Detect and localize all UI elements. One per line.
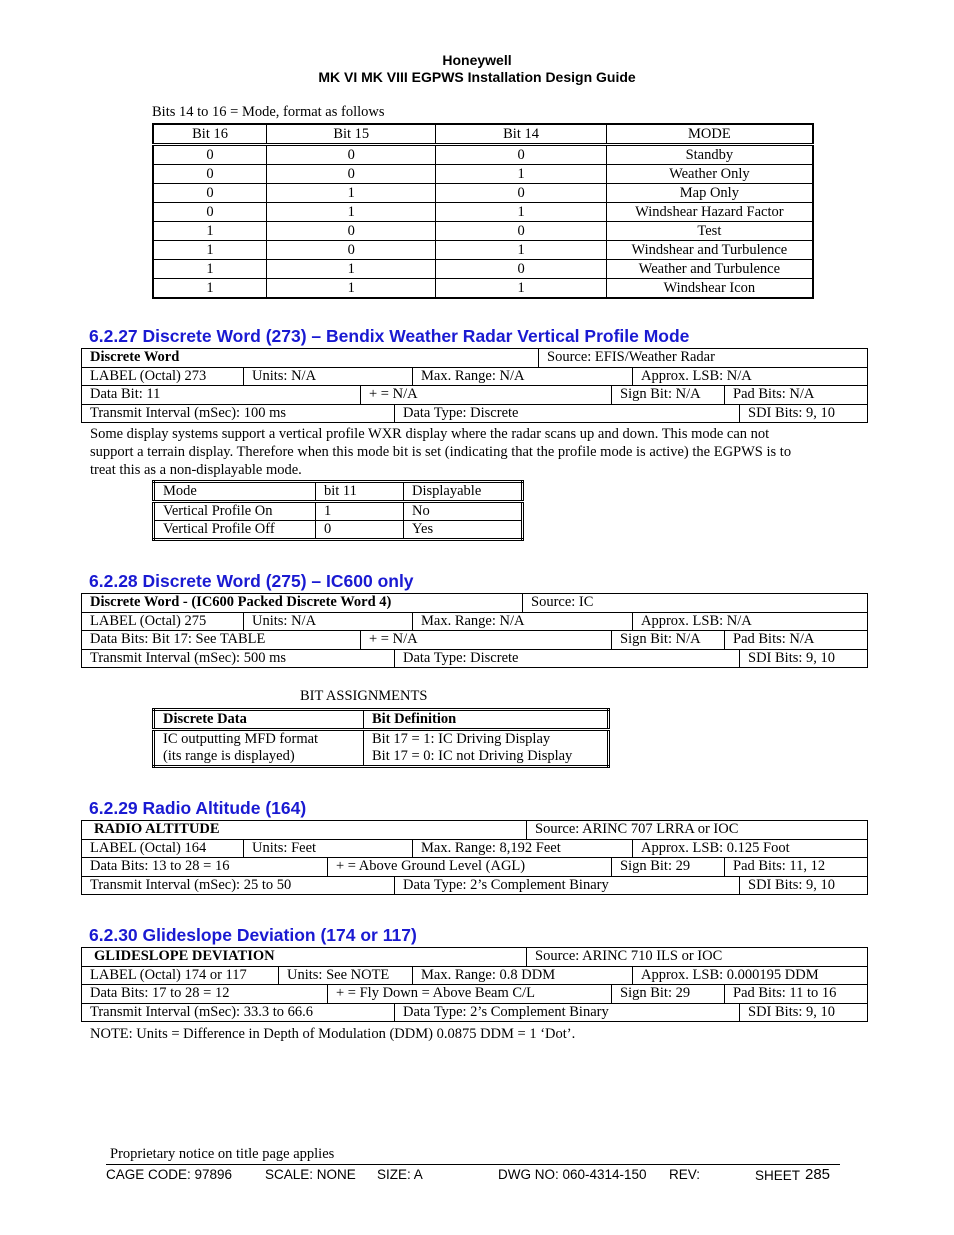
spec-data-bits: Data Bits: Bit 17: See TABLE xyxy=(82,631,361,649)
table-row xyxy=(153,241,813,260)
spec-data-type: Data Type: 2’s Complement Binary xyxy=(395,1004,740,1022)
section-heading-6-2-29: 6.2.29 Radio Altitude (164) xyxy=(89,798,307,818)
table-cell: 1 xyxy=(153,279,267,299)
table-cell: Windshear Hazard Factor xyxy=(606,203,813,222)
header-cell: Mode xyxy=(154,482,316,502)
sheet-number: 285 xyxy=(805,1166,831,1183)
table-cell: Vertical Profile On xyxy=(154,502,316,521)
spec-sign-bit: Sign Bit: 29 xyxy=(612,985,725,1003)
spec-sdi: SDI Bits: 9, 10 xyxy=(748,1003,836,1020)
spec-max-range: Max. Range: 8,192 Feet xyxy=(413,840,633,858)
sheet-label: SHEET xyxy=(755,1168,801,1183)
table-cell: 0 xyxy=(153,203,267,222)
spec-units: Units: N/A xyxy=(244,613,413,631)
table-cell: 0 xyxy=(436,260,606,279)
spec-plus: + = Fly Down = Above Beam C/L xyxy=(328,985,612,1003)
table-cell: 1 xyxy=(153,222,267,241)
company-name: Honeywell xyxy=(442,52,512,68)
mode-table xyxy=(152,123,814,299)
spec-data-bits: Data Bits: 17 to 28 = 12 xyxy=(82,985,328,1003)
table-row xyxy=(153,184,813,203)
document-title: MK VI MK VIII EGPWS Installation Design Guide xyxy=(318,69,636,85)
spec-sign-bit: Sign Bit: N/A xyxy=(612,386,725,404)
header-cell: Bit 16 xyxy=(153,124,267,145)
spec-units: Units: Feet xyxy=(244,840,413,858)
table-cell: 1 xyxy=(267,279,436,299)
table-cell: Windshear and Turbulence xyxy=(606,241,813,260)
table-row xyxy=(153,260,813,279)
table-cell: 1 xyxy=(267,184,436,203)
section-heading-6-2-28: 6.2.28 Discrete Word (275) – IC600 only xyxy=(89,571,414,591)
revision: REV: xyxy=(669,1167,701,1182)
table-cell: Vertical Profile Off xyxy=(154,521,316,540)
table-cell: 1 xyxy=(436,279,606,299)
table-row xyxy=(154,502,523,521)
table-cell: 0 xyxy=(267,222,436,241)
paragraph-line: support a terrain display. Therefore when this mode bit is set (indicating that the profile mode is active) the EGPWS is to xyxy=(90,444,792,460)
spec-label: LABEL (Octal) 273 xyxy=(82,368,244,386)
spec-data-bits: Data Bit: 11 xyxy=(82,386,361,404)
section-heading-6-2-27: 6.2.27 Discrete Word (273) – Bendix Weather Radar Vertical Profile Mode xyxy=(89,326,690,346)
table-cell: Bit 17 = 1: IC Driving Display Bit 17 = 0: IC not Driving Display xyxy=(364,730,609,767)
spec-interval: Transmit Interval (mSec): 500 ms xyxy=(82,650,395,668)
spec-data-type: Data Type: 2’s Complement Binary xyxy=(395,877,740,895)
table-cell: Test xyxy=(606,222,813,241)
spec-sign-bit: Sign Bit: 29 xyxy=(612,858,725,876)
spec-pad-bits: Pad Bits: 11, 12 xyxy=(733,858,826,874)
spec-interval: Transmit Interval (mSec): 100 ms xyxy=(82,405,395,423)
table-cell: Weather Only xyxy=(606,165,813,184)
spec-label: LABEL (Octal) 164 xyxy=(82,840,244,858)
bit-assignments-caption: BIT ASSIGNMENTS xyxy=(300,688,428,704)
table-cell: 0 xyxy=(436,145,606,165)
header-cell: bit 11 xyxy=(316,482,404,502)
spec-source: Source: ARINC 710 ILS or IOC xyxy=(535,948,723,964)
table-cell: 1 xyxy=(267,203,436,222)
spec-name: RADIO ALTITUDE xyxy=(82,821,527,839)
table-cell: Weather and Turbulence xyxy=(606,260,813,279)
drawing-number: DWG NO: 060-4314-150 xyxy=(498,1167,647,1182)
spec-data-type: Data Type: Discrete xyxy=(395,650,740,668)
cage-code: CAGE CODE: 97896 xyxy=(106,1167,233,1182)
spec-source: Source: ARINC 707 LRRA or IOC xyxy=(535,821,739,837)
table-cell: IC outputting MFD format (its range is displayed) xyxy=(154,730,364,767)
table-row xyxy=(153,165,813,184)
mode-table-caption: Bits 14 to 16 = Mode, format as follows xyxy=(152,104,385,120)
spec-data-bits: Data Bits: 13 to 28 = 16 xyxy=(82,858,328,876)
table-cell: 0 xyxy=(267,145,436,165)
spec-table-275 xyxy=(81,593,868,668)
mode-table-header xyxy=(153,124,813,145)
spec-plus: + = N/A xyxy=(361,631,612,649)
units-note: NOTE: Units = Difference in Depth of Modulation (DDM) 0.0875 DDM = 1 ‘Dot’. xyxy=(90,1026,576,1042)
size: SIZE: A xyxy=(377,1167,423,1182)
spec-max-range: Max. Range: N/A xyxy=(413,368,633,386)
table-cell: No xyxy=(404,502,523,521)
spec-name: GLIDESLOPE DEVIATION xyxy=(82,948,527,966)
spec-label: LABEL (Octal) 275 xyxy=(82,613,244,631)
table-cell: 1 xyxy=(316,502,404,521)
table-row xyxy=(153,222,813,241)
spec-lsb: Approx. LSB: 0.125 Foot xyxy=(641,839,790,856)
paragraph-line: treat this as a non-displayable mode. xyxy=(90,462,302,478)
table-cell: 0 xyxy=(436,184,606,203)
spec-interval: Transmit Interval (mSec): 33.3 to 66.6 xyxy=(82,1004,395,1022)
table-cell: 0 xyxy=(436,222,606,241)
spec-lsb: Approx. LSB: N/A xyxy=(641,367,752,384)
spec-sdi: SDI Bits: 9, 10 xyxy=(748,649,836,666)
bit-assignments-table xyxy=(152,708,610,768)
vertical-profile-table xyxy=(152,480,524,541)
spec-name: Discrete Word xyxy=(82,349,539,367)
spec-pad-bits: Pad Bits: N/A xyxy=(733,386,815,402)
spec-label: LABEL (Octal) 174 or 117 xyxy=(82,967,279,985)
table-cell: 1 xyxy=(436,203,606,222)
spec-lsb: Approx. LSB: N/A xyxy=(641,612,752,629)
table-cell: 1 xyxy=(153,241,267,260)
table-row xyxy=(154,730,609,767)
proprietary-notice: Proprietary notice on title page applies xyxy=(110,1146,335,1162)
table-row xyxy=(153,203,813,222)
header-cell: Bit Definition xyxy=(364,710,609,730)
table-cell: 0 xyxy=(316,521,404,540)
spec-pad-bits: Pad Bits: N/A xyxy=(733,631,815,647)
header-cell: Discrete Data xyxy=(154,710,364,730)
spec-table-273 xyxy=(81,348,868,423)
paragraph-line: Some display systems support a vertical profile WXR display where the radar scans up and down. This mode can not xyxy=(90,426,770,442)
spec-plus: + = N/A xyxy=(361,386,612,404)
header-cell: Bit 14 xyxy=(436,124,606,145)
spec-units: Units: N/A xyxy=(244,368,413,386)
spec-source: Source: EFIS/Weather Radar xyxy=(547,349,715,365)
spec-interval: Transmit Interval (mSec): 25 to 50 xyxy=(82,877,395,895)
footer-rule xyxy=(106,1164,840,1165)
spec-units: Units: See NOTE xyxy=(279,967,413,985)
table-cell: 1 xyxy=(267,260,436,279)
header-cell: MODE xyxy=(606,124,813,145)
scale: SCALE: NONE xyxy=(265,1167,356,1182)
table-cell: 1 xyxy=(436,241,606,260)
table-cell: 0 xyxy=(267,241,436,260)
table-row xyxy=(153,279,813,299)
table-cell: 0 xyxy=(153,145,267,165)
spec-max-range: Max. Range: N/A xyxy=(413,613,633,631)
table-cell: Standby xyxy=(606,145,813,165)
table-cell: 1 xyxy=(436,165,606,184)
table-cell: Windshear Icon xyxy=(606,279,813,299)
table-cell: 0 xyxy=(153,184,267,203)
spec-sdi: SDI Bits: 9, 10 xyxy=(748,404,836,421)
table-row xyxy=(154,521,523,540)
spec-table-174 xyxy=(81,947,868,1022)
header-cell: Displayable xyxy=(404,482,523,502)
spec-plus: + = Above Ground Level (AGL) xyxy=(328,858,612,876)
spec-table-164 xyxy=(81,820,868,895)
table-cell: Map Only xyxy=(606,184,813,203)
spec-pad-bits: Pad Bits: 11 to 16 xyxy=(733,985,837,1001)
spec-name: Discrete Word - (IC600 Packed Discrete Word 4) xyxy=(82,594,523,612)
section-heading-6-2-30: 6.2.30 Glideslope Deviation (174 or 117) xyxy=(89,925,417,945)
spec-lsb: Approx. LSB: 0.000195 DDM xyxy=(641,966,819,983)
table-cell: Yes xyxy=(404,521,523,540)
spec-source: Source: IC xyxy=(531,594,594,610)
table-cell: 1 xyxy=(153,260,267,279)
table-row xyxy=(153,145,813,165)
spec-data-type: Data Type: Discrete xyxy=(395,405,740,423)
table-cell: 0 xyxy=(153,165,267,184)
header-cell: Bit 15 xyxy=(267,124,436,145)
table-cell: 0 xyxy=(267,165,436,184)
spec-sign-bit: Sign Bit: N/A xyxy=(612,631,725,649)
spec-sdi: SDI Bits: 9, 10 xyxy=(748,876,836,893)
spec-max-range: Max. Range: 0.8 DDM xyxy=(413,967,633,985)
